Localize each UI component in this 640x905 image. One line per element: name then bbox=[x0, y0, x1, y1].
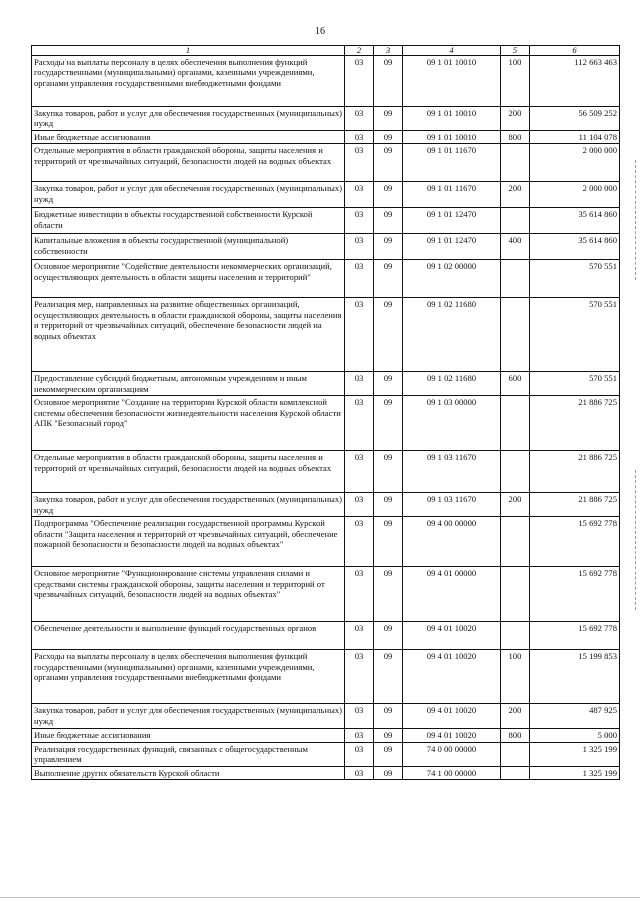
row-name-cell: Закупка товаров, работ и услуг для обеспечения государственных (муниципальных) нужд bbox=[32, 182, 345, 208]
row-subsection-cell: 09 bbox=[374, 372, 403, 396]
table-row bbox=[32, 144, 620, 182]
row-amount-cell: 112 663 463 bbox=[530, 56, 620, 107]
row-section-cell: 03 bbox=[345, 742, 374, 766]
row-name-cell: Закупка товаров, работ и услуг для обеспечения государственных (муниципальных) нужд bbox=[32, 493, 345, 517]
row-section-cell: 03 bbox=[345, 704, 374, 729]
row-section-cell: 03 bbox=[345, 567, 374, 622]
row-target-article-cell: 09 4 00 00000 bbox=[403, 517, 501, 567]
row-expense-type-cell: 200 bbox=[501, 107, 530, 131]
row-target-article-cell: 09 1 03 11670 bbox=[403, 493, 501, 517]
row-target-article-cell: 09 1 01 12470 bbox=[403, 234, 501, 260]
row-expense-type-cell: 800 bbox=[501, 131, 530, 144]
row-section-cell: 03 bbox=[345, 622, 374, 650]
header-col-6: 6 bbox=[530, 46, 620, 56]
row-amount-cell: 35 614 860 bbox=[530, 208, 620, 234]
row-expense-type-cell: 200 bbox=[501, 182, 530, 208]
row-subsection-cell: 09 bbox=[374, 396, 403, 451]
row-name-cell: Иные бюджетные ассигнования bbox=[32, 131, 345, 144]
row-target-article-cell: 09 1 01 11670 bbox=[403, 144, 501, 182]
row-name-cell: Выполнение других обязательств Курской области bbox=[32, 766, 345, 779]
row-expense-type-cell bbox=[501, 517, 530, 567]
row-target-article-cell: 74 1 00 00000 bbox=[403, 766, 501, 779]
row-amount-cell: 21 886 725 bbox=[530, 451, 620, 493]
row-section-cell: 03 bbox=[345, 298, 374, 372]
row-name-cell: Подпрограмма "Обеспечение реализации государственной программы Курской области "Защита населения и территорий от чрезвычайных ситуаций, обеспечение пожарной безопасности и безопасности людей на водных объектах" bbox=[32, 517, 345, 567]
row-amount-cell: 15 692 778 bbox=[530, 517, 620, 567]
row-section-cell: 03 bbox=[345, 56, 374, 107]
row-subsection-cell: 09 bbox=[374, 182, 403, 208]
page-number: 16 bbox=[315, 26, 325, 37]
table-row bbox=[32, 107, 620, 131]
scan-bottom-line bbox=[0, 897, 640, 898]
row-expense-type-cell: 100 bbox=[501, 650, 530, 704]
row-amount-cell: 15 199 853 bbox=[530, 650, 620, 704]
table-row bbox=[32, 729, 620, 742]
row-target-article-cell: 09 1 01 12470 bbox=[403, 208, 501, 234]
row-expense-type-cell bbox=[501, 396, 530, 451]
row-name-cell: Основное мероприятие "Содействие деятельности некоммерческих организаций, осуществляющих деятельность в области защиты населения и территорий" bbox=[32, 260, 345, 298]
row-expense-type-cell: 200 bbox=[501, 704, 530, 729]
row-subsection-cell: 09 bbox=[374, 107, 403, 131]
row-target-article-cell: 09 4 01 10020 bbox=[403, 704, 501, 729]
table-row bbox=[32, 742, 620, 766]
row-amount-cell: 2 000 000 bbox=[530, 182, 620, 208]
table-row bbox=[32, 396, 620, 451]
row-section-cell: 03 bbox=[345, 517, 374, 567]
row-target-article-cell: 74 0 00 00000 bbox=[403, 742, 501, 766]
table-row bbox=[32, 766, 620, 779]
row-amount-cell: 487 925 bbox=[530, 704, 620, 729]
table-row bbox=[32, 56, 620, 107]
row-name-cell: Реализация мер, направленных на развитие общественных организаций, осуществляющих деятельность в области гражданской обороны, защиты населения и территорий от чрезвычайных ситуаций, обеспечение безопасности людей на водных объектах bbox=[32, 298, 345, 372]
row-section-cell: 03 bbox=[345, 208, 374, 234]
row-amount-cell: 2 000 000 bbox=[530, 144, 620, 182]
row-name-cell: Основное мероприятие "Создание на территории Курской области комплексной системы обеспечения безопасности жизнедеятельности населения Курской области АПК "Безопасный город" bbox=[32, 396, 345, 451]
row-expense-type-cell bbox=[501, 208, 530, 234]
row-subsection-cell: 09 bbox=[374, 56, 403, 107]
row-target-article-cell: 09 1 01 11670 bbox=[403, 182, 501, 208]
row-target-article-cell: 09 4 01 00000 bbox=[403, 567, 501, 622]
row-amount-cell: 15 692 778 bbox=[530, 567, 620, 622]
row-subsection-cell: 09 bbox=[374, 208, 403, 234]
row-subsection-cell: 09 bbox=[374, 650, 403, 704]
row-section-cell: 03 bbox=[345, 234, 374, 260]
row-target-article-cell: 09 4 01 10020 bbox=[403, 650, 501, 704]
row-target-article-cell: 09 4 01 10020 bbox=[403, 622, 501, 650]
row-subsection-cell: 09 bbox=[374, 766, 403, 779]
header-col-4: 4 bbox=[403, 46, 501, 56]
row-subsection-cell: 09 bbox=[374, 704, 403, 729]
row-subsection-cell: 09 bbox=[374, 517, 403, 567]
row-section-cell: 03 bbox=[345, 182, 374, 208]
table-header-row bbox=[32, 46, 620, 56]
table-row bbox=[32, 131, 620, 144]
row-name-cell: Бюджетные инвестиции в объекты государственной собственности Курской области bbox=[32, 208, 345, 234]
row-amount-cell: 56 509 252 bbox=[530, 107, 620, 131]
row-name-cell: Обеспечение деятельности и выполнение функций государственных органов bbox=[32, 622, 345, 650]
row-amount-cell: 21 886 725 bbox=[530, 493, 620, 517]
row-subsection-cell: 09 bbox=[374, 234, 403, 260]
row-name-cell: Расходы на выплаты персоналу в целях обеспечения выполнения функций государственными (муниципальными) органами, казенными учреждениями, органами управления государственными внебюджетными фондами bbox=[32, 56, 345, 107]
row-name-cell: Отдельные мероприятия в области гражданской обороны, защиты населения и территорий от чрезвычайных ситуаций, безопасности людей на водных объектах bbox=[32, 144, 345, 182]
row-name-cell: Предоставление субсидий бюджетным, автономным учреждениям и иным некоммерческим организациям bbox=[32, 372, 345, 396]
row-subsection-cell: 09 bbox=[374, 298, 403, 372]
row-expense-type-cell bbox=[501, 766, 530, 779]
row-amount-cell: 21 886 725 bbox=[530, 396, 620, 451]
row-subsection-cell: 09 bbox=[374, 567, 403, 622]
row-expense-type-cell bbox=[501, 567, 530, 622]
table-row bbox=[32, 650, 620, 704]
row-section-cell: 03 bbox=[345, 144, 374, 182]
table-row bbox=[32, 517, 620, 567]
row-section-cell: 03 bbox=[345, 396, 374, 451]
row-name-cell: Закупка товаров, работ и услуг для обеспечения государственных (муниципальных) нужд bbox=[32, 704, 345, 729]
row-expense-type-cell bbox=[501, 622, 530, 650]
row-target-article-cell: 09 1 02 11680 bbox=[403, 298, 501, 372]
table-row bbox=[32, 451, 620, 493]
row-amount-cell: 5 000 bbox=[530, 729, 620, 742]
row-section-cell: 03 bbox=[345, 729, 374, 742]
scan-edge-line bbox=[635, 160, 636, 280]
table-row bbox=[32, 704, 620, 729]
row-amount-cell: 570 551 bbox=[530, 298, 620, 372]
table-row bbox=[32, 372, 620, 396]
table-row bbox=[32, 260, 620, 298]
row-target-article-cell: 09 4 01 10020 bbox=[403, 729, 501, 742]
row-target-article-cell: 09 1 03 00000 bbox=[403, 396, 501, 451]
header-col-1: 1 bbox=[32, 46, 345, 56]
row-name-cell: Отдельные мероприятия в области гражданской обороны, защиты населения и территорий от чрезвычайных ситуаций, безопасности людей на водных объектах bbox=[32, 451, 345, 493]
table-row bbox=[32, 298, 620, 372]
row-name-cell: Расходы на выплаты персоналу в целях обеспечения выполнения функций государственными (муниципальными) органами, казенными учреждениями, органами управления государственными внебюджетными фондами bbox=[32, 650, 345, 704]
row-name-cell: Основное мероприятие "Функционирование системы управления силами и средствами системы гражданской обороны, защиты населения и территорий от чрезвычайных ситуаций, безопасности людей на водных объектах" bbox=[32, 567, 345, 622]
row-subsection-cell: 09 bbox=[374, 451, 403, 493]
row-section-cell: 03 bbox=[345, 493, 374, 517]
table-row bbox=[32, 208, 620, 234]
header-col-3: 3 bbox=[374, 46, 403, 56]
row-amount-cell: 15 692 778 bbox=[530, 622, 620, 650]
row-target-article-cell: 09 1 02 00000 bbox=[403, 260, 501, 298]
row-section-cell: 03 bbox=[345, 650, 374, 704]
row-name-cell: Реализация государственных функций, связанных с общегосударственным управлением bbox=[32, 742, 345, 766]
row-subsection-cell: 09 bbox=[374, 493, 403, 517]
row-target-article-cell: 09 1 01 10010 bbox=[403, 56, 501, 107]
header-col-5: 5 bbox=[501, 46, 530, 56]
row-target-article-cell: 09 1 02 11680 bbox=[403, 372, 501, 396]
row-name-cell: Капитальные вложения в объекты государственной (муниципальной) собственности bbox=[32, 234, 345, 260]
row-amount-cell: 35 614 860 bbox=[530, 234, 620, 260]
row-subsection-cell: 09 bbox=[374, 729, 403, 742]
row-subsection-cell: 09 bbox=[374, 144, 403, 182]
table-row bbox=[32, 234, 620, 260]
row-amount-cell: 570 551 bbox=[530, 260, 620, 298]
table-row bbox=[32, 493, 620, 517]
scan-edge-line bbox=[635, 470, 636, 610]
row-section-cell: 03 bbox=[345, 766, 374, 779]
row-expense-type-cell: 600 bbox=[501, 372, 530, 396]
row-name-cell: Закупка товаров, работ и услуг для обеспечения государственных (муниципальных) нужд bbox=[32, 107, 345, 131]
row-subsection-cell: 09 bbox=[374, 742, 403, 766]
row-expense-type-cell bbox=[501, 298, 530, 372]
table-row bbox=[32, 182, 620, 208]
row-expense-type-cell: 200 bbox=[501, 493, 530, 517]
row-expense-type-cell bbox=[501, 260, 530, 298]
row-section-cell: 03 bbox=[345, 451, 374, 493]
row-expense-type-cell: 800 bbox=[501, 729, 530, 742]
row-expense-type-cell bbox=[501, 742, 530, 766]
row-amount-cell: 1 325 199 bbox=[530, 766, 620, 779]
row-target-article-cell: 09 1 01 10010 bbox=[403, 131, 501, 144]
row-section-cell: 03 bbox=[345, 372, 374, 396]
table-row bbox=[32, 622, 620, 650]
budget-table bbox=[31, 45, 620, 780]
row-section-cell: 03 bbox=[345, 107, 374, 131]
row-expense-type-cell: 400 bbox=[501, 234, 530, 260]
row-section-cell: 03 bbox=[345, 260, 374, 298]
table-row bbox=[32, 567, 620, 622]
row-target-article-cell: 09 1 03 11670 bbox=[403, 451, 501, 493]
row-subsection-cell: 09 bbox=[374, 131, 403, 144]
row-subsection-cell: 09 bbox=[374, 260, 403, 298]
row-expense-type-cell bbox=[501, 451, 530, 493]
row-target-article-cell: 09 1 01 10010 bbox=[403, 107, 501, 131]
header-col-2: 2 bbox=[345, 46, 374, 56]
row-expense-type-cell: 100 bbox=[501, 56, 530, 107]
row-expense-type-cell bbox=[501, 144, 530, 182]
row-amount-cell: 11 104 078 bbox=[530, 131, 620, 144]
row-subsection-cell: 09 bbox=[374, 622, 403, 650]
row-section-cell: 03 bbox=[345, 131, 374, 144]
row-name-cell: Иные бюджетные ассигнования bbox=[32, 729, 345, 742]
row-amount-cell: 1 325 199 bbox=[530, 742, 620, 766]
row-amount-cell: 570 551 bbox=[530, 372, 620, 396]
